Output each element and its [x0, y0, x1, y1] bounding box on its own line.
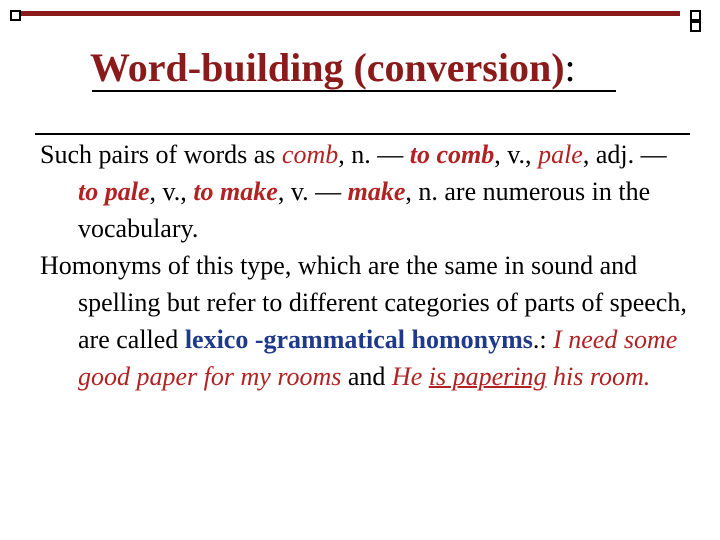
text-run: , v. — [277, 177, 348, 206]
example-word: to pale [78, 177, 150, 206]
example-word: to comb [409, 140, 495, 169]
text-run: , v., [494, 140, 539, 169]
text-run: , v., [149, 177, 194, 206]
corner-square-icon [690, 10, 701, 21]
example-word: pale [538, 140, 583, 169]
title-text: Word-building (conversion) [90, 45, 565, 90]
text-run: , n. — [338, 140, 410, 169]
title-bar-decoration [14, 11, 680, 16]
example-word: make [347, 177, 406, 206]
text-run: .: [532, 325, 554, 354]
example-sentence: He [391, 362, 429, 391]
corner-square-icon [690, 21, 701, 32]
term-lexico-grammatical-homonyms: lexico -grammatical homonyms [184, 325, 533, 354]
text-run: Such pairs of words as [40, 140, 282, 169]
title-colon: : [564, 45, 576, 90]
example-word: comb [281, 140, 339, 169]
paragraph-homonyms [40, 247, 690, 395]
example-underlined-verb: is papering [428, 362, 547, 391]
example-sentence: I need some good paper for my rooms [78, 325, 678, 391]
divider-line [35, 133, 690, 135]
example-word: to make [193, 177, 278, 206]
paragraph-conversion-examples [40, 136, 690, 247]
text-run: , n. are numerous in the vocabulary. [78, 177, 651, 243]
corner-square-icon [10, 10, 21, 21]
title-underline [92, 90, 616, 92]
text-run: and [341, 362, 392, 391]
slide-title [90, 44, 670, 91]
example-sentence: his room. [546, 362, 651, 391]
text-run: Homonyms of this type, which are the same in sound and spelling but refer to different categories of parts of speech, are called [40, 251, 687, 354]
slide-body [40, 136, 690, 395]
text-run: , adj. — [582, 140, 667, 169]
